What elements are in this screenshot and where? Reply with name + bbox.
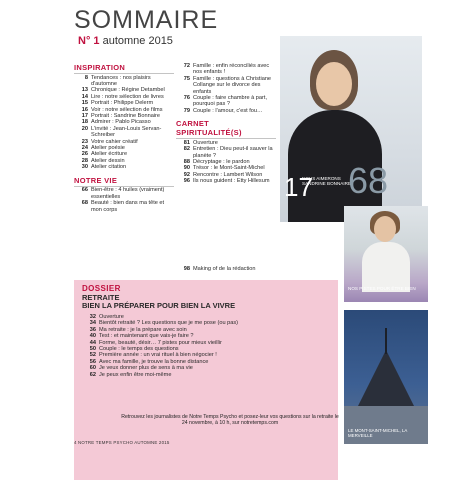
page-number: 16 xyxy=(81,106,88,113)
issue-number: N° 1 xyxy=(78,35,100,47)
photo-woman-lavender xyxy=(344,206,428,302)
entry-title: Je veux donner plus de sens à ma vie xyxy=(99,365,193,372)
entry-title: Couple : le temps des questions xyxy=(99,346,179,353)
list-item xyxy=(176,63,276,76)
entry-title: Forme, beauté, désir… 7 pistes pour mieux vieillir xyxy=(99,339,222,346)
entry-title: Tendances : nos plaisirs d'automne xyxy=(91,74,151,87)
entry-title: Famille : questions à Christiane Collange sur le divorce des enfants xyxy=(193,75,272,95)
entry-title: Lire : notre sélection de livres xyxy=(91,93,164,100)
page-number: 18 xyxy=(81,119,88,126)
list-item xyxy=(74,187,174,200)
page-number: 8 xyxy=(84,74,88,81)
page-number: 81 xyxy=(183,139,190,146)
list-item xyxy=(74,200,174,213)
inspiration-list xyxy=(74,75,174,171)
page-number: 17 xyxy=(81,113,88,120)
dossier-list xyxy=(82,314,252,378)
page-number: 82 xyxy=(183,146,190,153)
page-number: 56 xyxy=(89,358,96,365)
page-number: 40 xyxy=(89,333,96,340)
page-number: 20 xyxy=(81,125,88,132)
section-inspiration: INSPIRATION xyxy=(74,63,126,72)
dossier-kicker: DOSSIER xyxy=(82,284,121,293)
list-item xyxy=(176,146,276,159)
entry-title: Rencontre : Lambert Wilson xyxy=(193,171,263,178)
page-number: 52 xyxy=(89,352,96,359)
entry-title: Famille : enfin réconciliés avec nos enfants ! xyxy=(193,63,270,76)
entry-title: Beauté : bien dans ma tête et mon corps xyxy=(91,200,165,213)
issue-line xyxy=(78,35,173,47)
page-number: 36 xyxy=(89,326,96,333)
page-number: 92 xyxy=(183,171,190,178)
entry-title: Making of de la rédaction xyxy=(193,266,256,272)
divider xyxy=(74,186,174,187)
page-title: SOMMAIRE xyxy=(74,6,219,34)
entry-title: Couple : faire chambre à part, pourquoi pas ? xyxy=(193,95,267,108)
page-footer: 4 NOTRE TEMPS PSYCHO AUTOMNE 2015 xyxy=(74,440,170,445)
making-of-row xyxy=(176,266,336,272)
page-number: 98 xyxy=(183,266,190,272)
list-item xyxy=(176,178,276,184)
entry-title: Chronique : Régine Detambel xyxy=(91,87,165,94)
column-middle xyxy=(176,63,276,185)
issue-season: automne 2015 xyxy=(102,35,173,47)
entry-title: Votre cahier créatif xyxy=(91,138,138,145)
entry-title: Portrait : Sandrine Bonnaire xyxy=(91,113,161,120)
entry-title: Atelier citation xyxy=(91,164,127,171)
photo-page-number: 17 xyxy=(284,172,313,202)
carnet-list xyxy=(176,140,276,185)
page-number: 62 xyxy=(89,371,96,378)
page-number: 24 xyxy=(81,145,88,152)
list-item xyxy=(176,76,276,95)
entry-title: Voir : notre sélection de films xyxy=(91,106,163,113)
page-number: 13 xyxy=(81,87,88,94)
entry-title: Je peux enfin être moi-même xyxy=(99,371,172,378)
page-number: 72 xyxy=(183,63,190,69)
page-number: 66 xyxy=(81,187,88,194)
page-number: 34 xyxy=(89,320,96,327)
page-number: 88 xyxy=(183,159,190,166)
page-number: 14 xyxy=(81,93,88,100)
entry-title: Couple : l'amour, c'est fou… xyxy=(193,107,263,114)
divider xyxy=(74,73,174,74)
dossier-panel xyxy=(74,280,338,480)
entry-title: Atelier écriture xyxy=(91,151,128,158)
famille-list xyxy=(176,63,276,114)
page-number: 76 xyxy=(183,95,190,102)
page-number: 32 xyxy=(89,314,96,320)
entry-title: Trésor : le Mont-Saint-Michel xyxy=(193,165,265,172)
list-item xyxy=(82,372,252,378)
entry-title: Première année : un vrai rituel à bien négocier ! xyxy=(99,352,217,359)
photo-caption: LE MONT-SAINT-MICHEL, LA MERVEILLE xyxy=(348,428,408,438)
entry-title: Atelier dessin xyxy=(91,157,125,164)
dossier-subtitle: BIEN LA PRÉPARER POUR BIEN LA VIVRE xyxy=(82,301,236,310)
column-left xyxy=(74,63,174,213)
page-number: 90 xyxy=(183,165,190,172)
entry-title: Ils nous guident : Etty Hillesum xyxy=(193,178,270,185)
page-number: 15 xyxy=(81,100,88,107)
entry-title: L'invité : Jean-Louis Servan-Schreiber xyxy=(91,125,162,139)
list-item xyxy=(176,95,276,108)
entry-title: Ma retraite : je la prépare avec soin xyxy=(99,326,187,333)
entry-title: Décryptage : le pardon xyxy=(193,159,250,166)
page-number: 28 xyxy=(81,157,88,164)
list-item xyxy=(74,75,174,88)
divider xyxy=(176,138,276,139)
page-number: 26 xyxy=(81,151,88,158)
photo-mont-saint-michel xyxy=(344,310,428,444)
page-number: 96 xyxy=(183,178,190,185)
entry-title: Portrait : Philippe Delerm xyxy=(91,100,154,107)
entry-title: Ouverture xyxy=(193,139,218,146)
entry-title: Entretien : Dieu peut-il sauver la planète ? xyxy=(193,146,273,159)
dossier-title: RETRAITE xyxy=(82,293,120,302)
entry-title: Test : et maintenant que vais-je faire ? xyxy=(99,333,194,340)
entry-title: Avec ma famille, je trouve la bonne distance xyxy=(99,358,209,365)
entry-title: Ouverture xyxy=(99,314,124,320)
photo-caption: NOS PISTES POUR ÊTRE BIEN xyxy=(348,286,416,291)
entry-title: Atelier poésie xyxy=(91,145,125,152)
footnote: Retrouvez les journalistes de Notre Temps Psycho et posez-leur vos questions sur la retraite le 24 novembre, à 10 h, sur notretemps.com xyxy=(121,414,339,426)
page-number: 75 xyxy=(183,75,190,82)
page-number: 60 xyxy=(89,365,96,372)
page-number: 23 xyxy=(81,138,88,145)
page-number: 68 xyxy=(81,200,88,207)
page-number: 30 xyxy=(81,164,88,171)
section-notre-vie: NOTRE VIE xyxy=(74,175,118,185)
section-carnet: CARNET SPIRITUALITÉ(S) xyxy=(176,119,242,138)
page-number: 50 xyxy=(89,346,96,353)
big-page-number: 68 xyxy=(348,160,389,201)
list-item xyxy=(74,126,174,139)
entry-title: Bientôt retraité ? Les questions que je me pose (ou pas) xyxy=(99,320,238,327)
entry-title: Bien-être : 4 huiles (vraiment) essentielles xyxy=(91,187,165,200)
photo-caption: NOUS AIMERONS SANDRINE BONNAIRE xyxy=(302,176,352,187)
entry-title: Admirer : Pablo Picasso xyxy=(91,119,151,126)
page-number: 79 xyxy=(183,107,190,114)
page-number: 44 xyxy=(89,339,96,346)
notre-vie-list xyxy=(74,187,174,213)
